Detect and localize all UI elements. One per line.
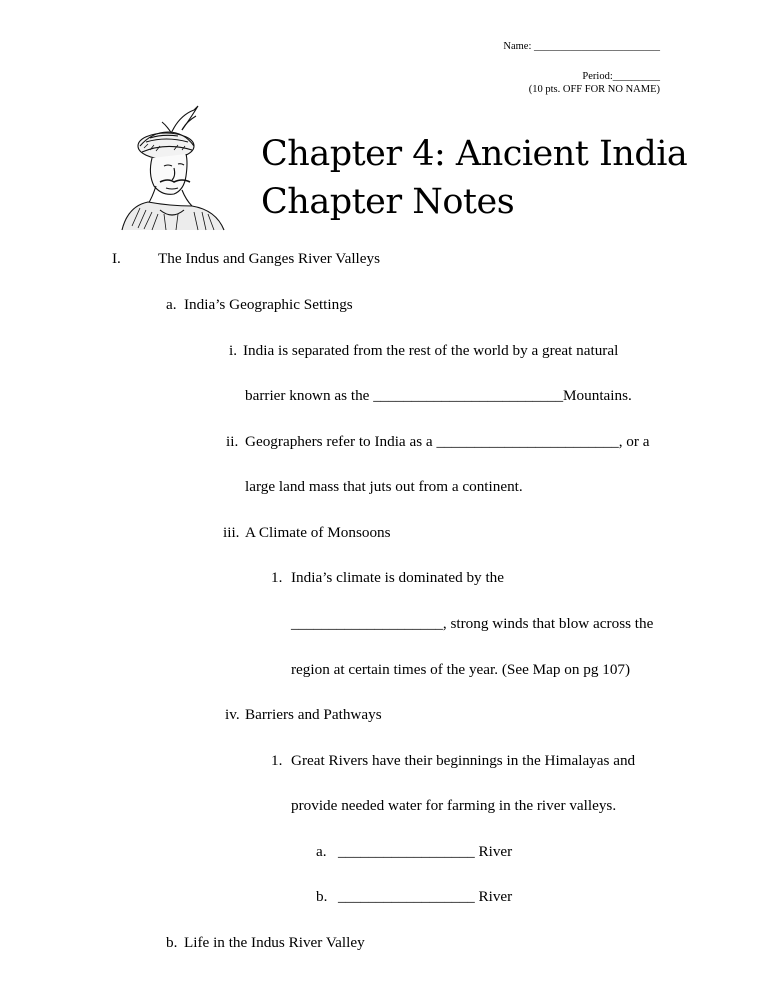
outline-number: a. xyxy=(316,843,327,860)
man-with-turban-sketch xyxy=(112,102,252,232)
outline-item xyxy=(223,524,391,542)
outline-number: a. xyxy=(166,296,177,313)
outline-number: b. xyxy=(316,888,328,905)
no-name-penalty-note: (10 pts. OFF FOR NO NAME) xyxy=(528,84,660,95)
outline-item xyxy=(166,296,353,314)
outline-text: ____________________, strong winds that blow across the xyxy=(291,615,654,632)
outline-item xyxy=(291,661,630,679)
outline-number: iii. xyxy=(223,524,240,541)
outline-item xyxy=(112,250,380,268)
name-field-label: Name: ________________________ xyxy=(503,41,660,52)
outline-item xyxy=(316,888,512,906)
outline-text: __________________ River xyxy=(338,888,513,905)
outline-text: India is separated from the rest of the world by a great natural xyxy=(243,342,619,359)
outline-number: iv. xyxy=(225,706,240,723)
period-field-label: Period:_________ xyxy=(582,71,660,82)
outline-text: large land mass that juts out from a continent. xyxy=(245,478,523,495)
outline-item xyxy=(271,752,635,770)
outline-number: 1. xyxy=(271,752,283,769)
chapter-subtitle: Chapter Notes xyxy=(261,182,515,222)
outline-text: Geographers refer to India as a ________________________, or a xyxy=(245,433,650,450)
outline-item xyxy=(291,615,653,633)
outline-text: The Indus and Ganges River Valleys xyxy=(158,250,380,267)
outline-text: provide needed water for farming in the river valleys. xyxy=(291,797,617,814)
outline-text: India’s Geographic Settings xyxy=(184,296,353,313)
outline-text: Barriers and Pathways xyxy=(245,706,382,723)
outline-text: Great Rivers have their beginnings in the Himalayas and xyxy=(291,752,636,769)
outline-item xyxy=(245,387,632,405)
outline-text: region at certain times of the year. (See Map on pg 107) xyxy=(291,661,631,678)
outline-number: b. xyxy=(166,934,178,951)
outline-item xyxy=(226,433,649,451)
outline-item xyxy=(316,843,512,861)
outline-item xyxy=(291,797,616,815)
outline-item xyxy=(229,342,618,360)
outline-text: India’s climate is dominated by the xyxy=(291,569,504,586)
outline-number: ii. xyxy=(226,433,239,450)
outline-item xyxy=(166,934,365,952)
outline-item xyxy=(271,569,504,587)
outline-text: __________________ River xyxy=(338,843,513,860)
outline-number: 1. xyxy=(271,569,283,586)
outline-number: i. xyxy=(229,342,238,359)
outline-number: I. xyxy=(112,250,121,267)
outline-item xyxy=(245,478,523,496)
outline-item xyxy=(225,706,382,724)
outline-text: barrier known as the _________________________Mountains. xyxy=(245,387,632,404)
outline-text: Life in the Indus River Valley xyxy=(184,934,365,951)
outline-text: A Climate of Monsoons xyxy=(245,524,391,541)
chapter-title: Chapter 4: Ancient India xyxy=(261,134,688,174)
